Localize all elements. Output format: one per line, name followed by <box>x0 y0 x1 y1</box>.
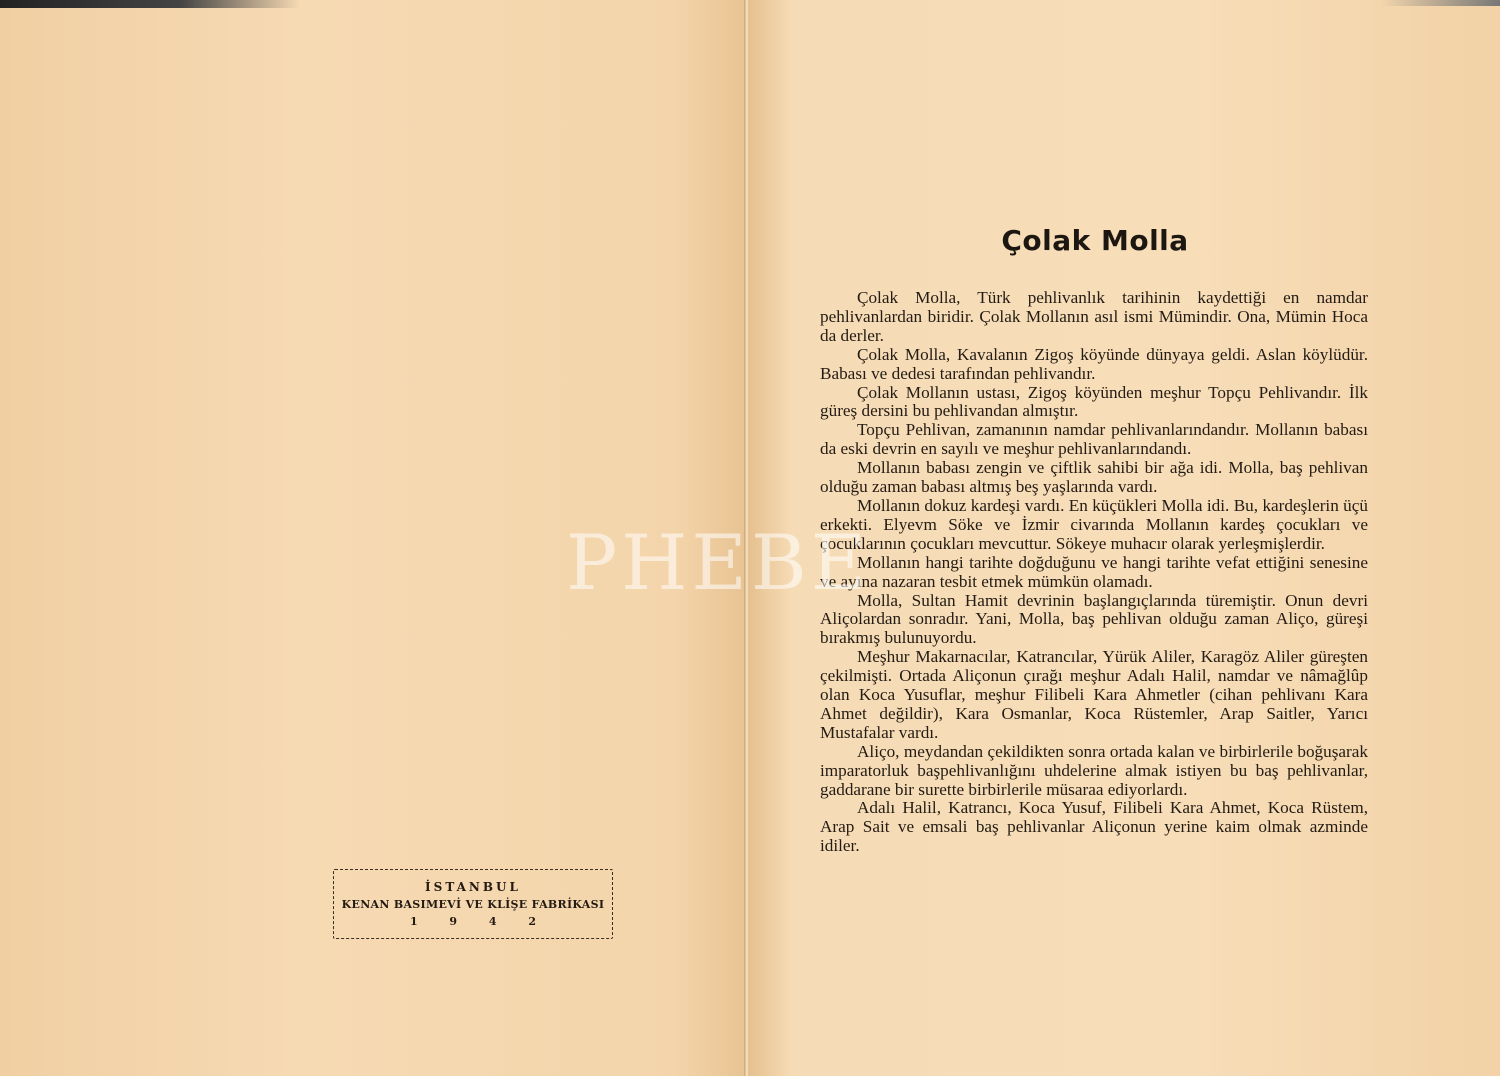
paragraph: Çolak Molla, Kavalanın Zigoş köyünde dünyaya geldi. Aslan köylüdür. Babası ve dedesi tarafından pehlivandır. <box>820 344 1368 383</box>
imprint-year: 1 9 4 2 <box>409 914 551 928</box>
imprint-city: İSTANBUL <box>425 879 521 894</box>
chapter-title: Çolak Molla <box>1001 224 1189 257</box>
paragraph: Topçu Pehlivan, zamanının namdar pehlivanlarındandır. Mollanın babası da eski devrin en sayılı ve meşhur pehlivanlarındandı. <box>820 420 1368 459</box>
watermark: PHEBE <box>566 518 871 607</box>
top-edge-shadow-right <box>1380 0 1500 6</box>
paragraph: Çolak Molla, Türk pehlivanlık tarihinin kaydettiği en namdar pehlivanlardan biridir. Çolak Mollanın asıl ismi Mümindir. Ona, Mümin Hoca da derler. <box>820 288 1368 345</box>
paragraph: Çolak Mollanın ustası, Zigoş köyünden meşhur Topçu Pehlivandır. İlk güreş dersini bu pehlivandan almıştır. <box>820 382 1368 421</box>
paragraph: Aliço, meydandan çekildikten sonra ortada kalan ve birbirlerile boğuşarak imparatorluk başpehlivanlığını uhdelerine almak istiyen bu baş pehlivanlar, gaddarane bir surette birbirlerile müsaraa ediyorlardı. <box>820 741 1368 799</box>
left-page <box>0 0 746 1076</box>
paragraph: Mollanın babası zengin ve çiftlik sahibi bir ağa idi. Molla, baş pehlivan olduğu zaman babası altmış beş yaşlarında vardı. <box>820 458 1368 497</box>
top-edge-shadow <box>0 0 300 8</box>
paragraph: Mollanın hangi tarihte doğduğunu ve hangi tarihte vefat ettiğini senesine ve ayına nazaran tesbit etmek mümkün olamadı. <box>820 552 1368 591</box>
paragraph: Molla, Sultan Hamit devrinin başlangıçlarında türemiştir. Onun devri Aliçolardan sonradır. Yani, Molla, baş pehlivan olduğu zaman Aliço, güreşi bırakmış bulunuyordu. <box>820 590 1368 648</box>
paragraph: Meşhur Makarnacılar, Katrancılar, Yürük Aliler, Karagöz Aliler güreşten çekilmişti. Ortada Aliçonun çırağı meşhur Adalı Halil, namdar ve nâmağlûp olan Koca Yusuflar, meşhur Filibeli Kara Ahmetler (cihan pehlivanı Kara Ahmet değildir), Kara Osmanlar, Koca Rüstemler, Arap Saitler, Yarıcı Mustafalar vardı. <box>820 647 1368 742</box>
printer-imprint-box <box>333 869 613 939</box>
paragraph: Adalı Halil, Katrancı, Koca Yusuf, Filibeli Kara Ahmet, Koca Rüstem, Arap Sait ve emsali baş pehlivanlar Aliçonun yerine kaim olmak azminde idiler. <box>820 798 1368 856</box>
chapter-body <box>820 289 1368 856</box>
imprint-press: KENAN BASIMEVİ VE KLİŞE FABRİKASI <box>341 897 605 911</box>
paragraph: Mollanın dokuz kardeşi vardı. En küçükleri Molla idi. Bu, kardeşlerin üçü erkekti. Elyevm Söke ve İzmir civarında Mollanın kardeş çocukları ve çocuklarının çocukları mevcuttur. Sökeye muhacır olarak yerleşmişlerdir. <box>820 495 1368 553</box>
